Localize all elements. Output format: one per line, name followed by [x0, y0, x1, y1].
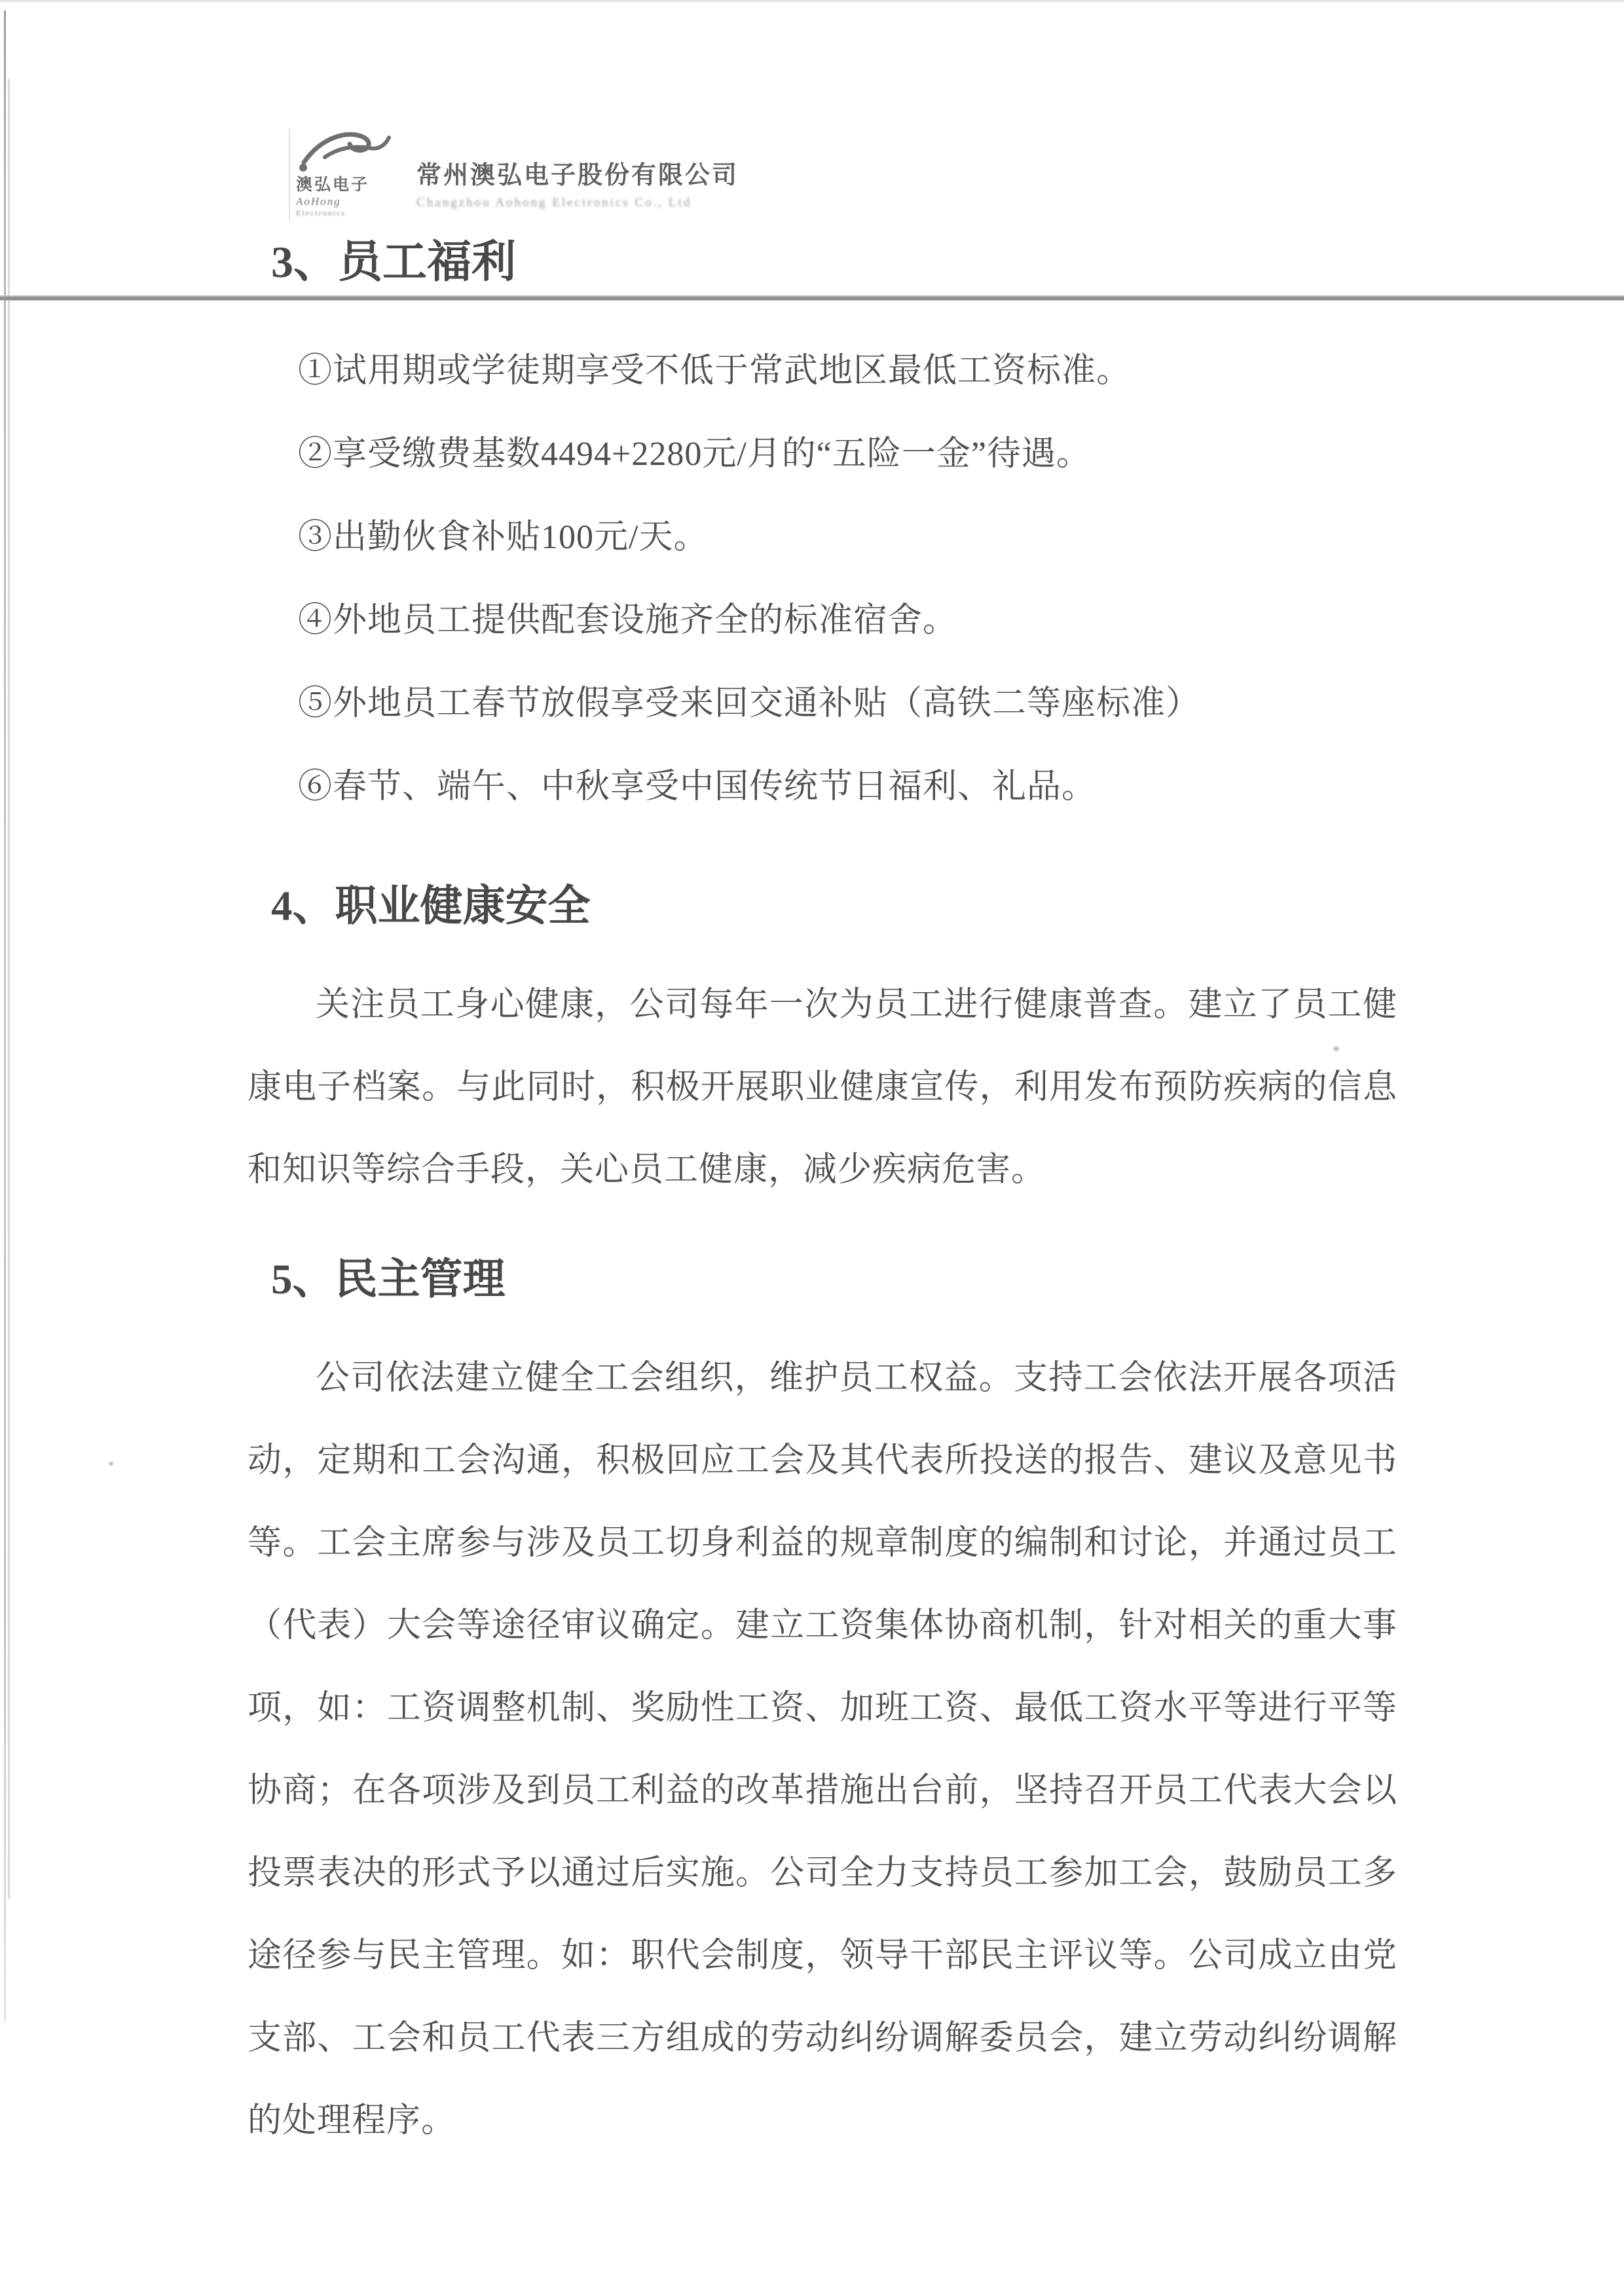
heading-rule — [0, 295, 1624, 301]
logo-text-sub: Electronics — [296, 208, 346, 217]
section-5-heading: 5、民主管理 — [271, 1256, 506, 1303]
scan-artifact-logo-line — [289, 128, 290, 221]
section-4-heading: 4、职业健康安全 — [271, 883, 591, 930]
welfare-item: ②享受缴费基数4494+2280元/月的“五险一金”待遇。 — [298, 435, 1091, 473]
company-letterhead — [296, 128, 739, 218]
section-3-heading: 3、员工福利 — [271, 237, 517, 287]
company-name-block — [416, 128, 739, 210]
company-name-en: Changzhou Aohong Electronics Co., Ltd — [416, 196, 692, 210]
logo-text-script: AoHong — [296, 195, 341, 208]
scan-speckle — [109, 1462, 113, 1466]
welfare-list — [298, 352, 1200, 851]
welfare-item: ③出勤伙食补贴100元/天。 — [298, 519, 709, 556]
section-4-paragraph: 关注员工身心健康，公司每年一次为员工进行健康普查。建立了员工健康电子档案。与此同时，积极开展职业健康宣传，利用发布预防疾病的信息和知识等综合手段，关心员工健康，减少疾病危害。 — [248, 986, 1397, 1189]
welfare-item: ①试用期或学徒期享受不低于常武地区最低工资标准。 — [298, 352, 1132, 390]
scan-edge-top-line — [0, 0, 1624, 2]
scan-edge-left-line — [4, 10, 6, 2021]
logo-text-cn: 澳弘电子 — [296, 176, 370, 194]
welfare-item: ④外地员工提供配套设施齐全的标准宿舍。 — [298, 602, 958, 639]
section-5-paragraph: 公司依法建立健全工会组织，维护员工权益。支持工会依法开展各项活动，定期和工会沟通，积极回应工会及其代表所投送的报告、建议及意见书等。工会主席参与涉及员工切身利益的规章制度的编制和讨论，并通过员工（代表）大会等途径审议确定。建立工资集体协商机制，针对相关的重大事项，如：工资调整机制、奖励性工资、加班工资、最低工资水平等进行平等协商；在各项涉及到员工利益的改革措施出台前，坚持召开员工代表大会以投票表决的形式予以通过后实施。公司全力支持员工参加工会，鼓励员工多途径参与民主管理。如：职代会制度，领导干部民主评议等。公司成立由党支部、工会和员工代表三方组成的劳动纠纷调解委员会，建立劳动纠纷调解的处理程序。 — [248, 1360, 1397, 2139]
welfare-item: ⑥春节、端午、中秋享受中国传统节日福利、礼品。 — [298, 768, 1097, 805]
company-name-cn: 常州澳弘电子股份有限公司 — [416, 162, 739, 189]
aohong-logo-swoosh-icon — [299, 128, 397, 172]
welfare-item: ⑤外地员工春节放假享受来回交通补贴（高铁二等座标准） — [298, 685, 1201, 722]
scan-edge-left-line-faint — [8, 79, 10, 1899]
company-logo — [296, 128, 401, 218]
